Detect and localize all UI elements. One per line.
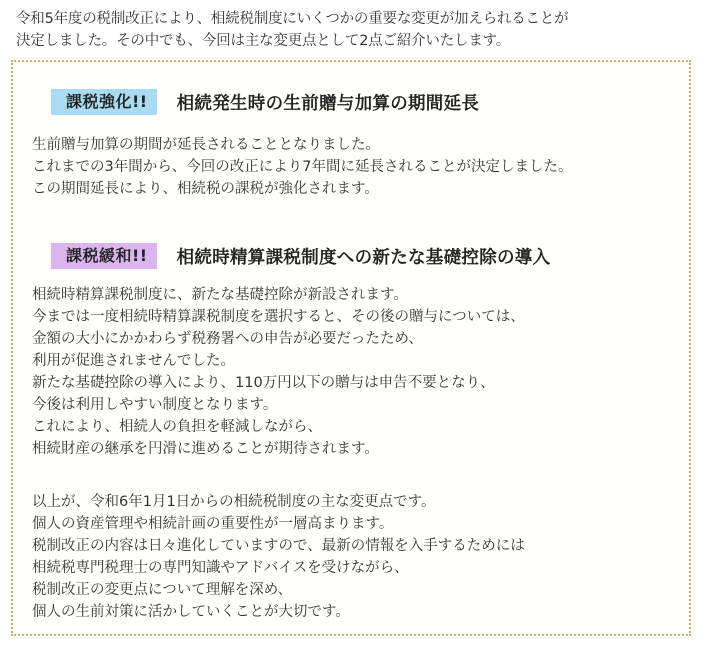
section2-line: 新たな基礎控除の導入により、110万円以下の贈与は申告不要となり、: [32, 375, 495, 391]
summary-body: [32, 491, 525, 623]
section2-heading: [51, 243, 550, 269]
section2-line: 利用が促進されませんでした。: [32, 353, 235, 369]
section1-line: これまでの3年間から、今回の改正により7年間に延長されることが決定しました。: [32, 159, 573, 175]
section2-body: [32, 284, 525, 460]
section2-line: 相続財産の継承を円滑に進めることが期待されます。: [32, 441, 379, 457]
section1-line: この期間延長により、相続税の課税が強化されます。: [32, 181, 379, 197]
section2-line: 金額の大小にかかわらず税務署への申告が必要だったため、: [32, 331, 423, 347]
intro-line: 令和5年度の税制改正により、相続税制度にいくつかの重要な変更が加えられることが: [16, 11, 569, 27]
section2-title: 相続時精算課税制度への新たな基礎控除の導入: [176, 247, 551, 268]
summary-line: 以上が、令和6年1月1日からの相続税制度の主な変更点です。: [32, 494, 436, 510]
section2-line: 今までは一度相続時精算課税制度を選択すると、その後の贈与については、: [32, 309, 525, 325]
summary-line: 個人の資産管理や相続計画の重要性が一層高まります。: [32, 516, 394, 532]
section2-line: 相続時精算課税制度に、新たな基礎控除が新設されます。: [32, 287, 408, 303]
section1-body: [32, 134, 572, 200]
section1-line: 生前贈与加算の期間が延長されることとなりました。: [32, 137, 380, 153]
section1-badge: 課税強化!!: [51, 89, 157, 115]
content-box: [11, 60, 691, 636]
section2-line: 今後は利用しやすい制度となります。: [32, 397, 278, 413]
summary-line: 税制改正の内容は日々進化していますので、最新の情報を入手するためには: [32, 538, 525, 554]
intro-text: [16, 8, 696, 52]
intro-line: 決定しました。その中でも、今回は主な変更点として2点ご紹介いたします。: [16, 33, 511, 49]
section1-heading: [51, 89, 479, 115]
summary-line: 相続税専門税理士の専門知識やアドバイスを受けながら、: [32, 560, 409, 576]
summary-line: 個人の生前対策に活かしていくことが大切です。: [32, 604, 350, 620]
section2-line: これにより、相続人の負担を軽減しながら、: [32, 419, 322, 435]
section2-badge: 課税緩和!!: [51, 243, 157, 269]
section1-title: 相続発生時の生前贈与加算の期間延長: [176, 93, 480, 114]
summary-line: 税制改正の変更点について理解を深め、: [32, 582, 293, 598]
